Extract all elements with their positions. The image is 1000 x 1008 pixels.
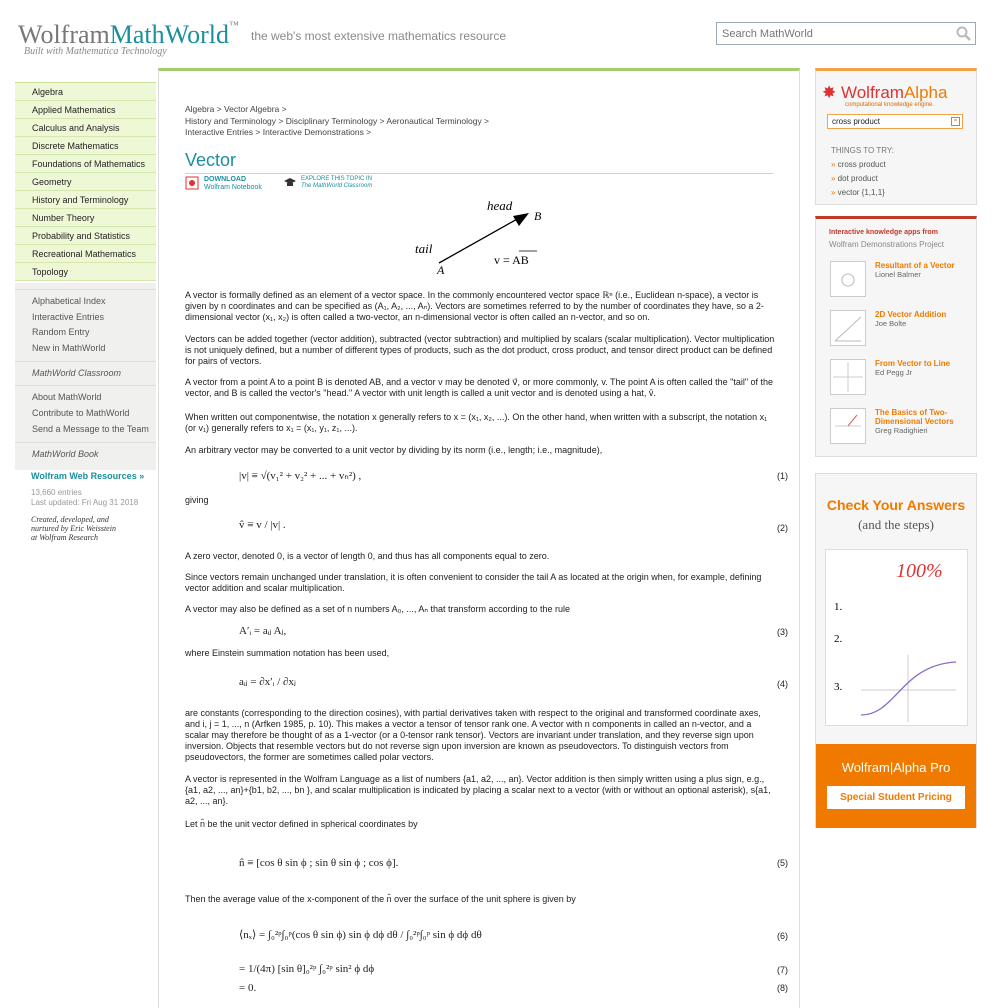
nav-divider <box>15 381 156 386</box>
topic-nav <box>15 82 156 281</box>
ad-pro-banner <box>816 744 976 828</box>
equation-6: ⟨nₓ⟩ = ∫₀²ᵖ∫₀ᵖ(cos θ sin ϕ) sin ϕ dϕ dθ / ∫₀²ᵖ∫₀ᵖ sin ϕ dϕ dθ <box>239 929 482 941</box>
ad-subheadline: (and the steps) <box>858 517 934 532</box>
nav-about-mathworld[interactable]: About MathWorld <box>32 392 102 403</box>
paragraph-unit-vector: An arbitrary vector may be converted to a unit vector by dividing by its norm (i.e., length; i.e., magnitude), <box>185 445 603 455</box>
equation-3: A′ᵢ = aᵢⱼ Aⱼ, <box>239 625 287 637</box>
demonstrations-widget: Interactive knowledge apps from Wolfram Demonstrations Project Resultant of a Vector Lionel Balmer 2D Vector Addition Joe Bolte From Vector to Line Ed Pegg Jr The Basics of Two-Dimensional Vectors Greg Radighieri <box>815 216 977 457</box>
utility-nav <box>15 283 156 470</box>
wolframalpha-tagline: computational knowledge engine. <box>845 102 935 108</box>
equation-number: (8) <box>777 983 788 993</box>
nav-applied-mathematics[interactable]: Applied Mathematics <box>15 101 156 119</box>
paragraph-transform: A vector may also be defined as a set of n numbers A₀, ..., Aₙ that transform according to the rule <box>185 604 571 614</box>
paragraph-zero-vector: A zero vector, denoted 0, is a vector of length 0, and thus has all components equal to zero. <box>185 551 550 561</box>
nav-divider <box>15 357 156 362</box>
equation-number: (6) <box>777 931 788 941</box>
equation-number: (2) <box>777 523 788 533</box>
download-notebook-button[interactable]: DOWNLOAD Wolfram Notebook <box>185 176 262 192</box>
ad-illustration <box>825 549 968 726</box>
breadcrumb <box>185 104 489 139</box>
wolframalpha-logo[interactable]: ✸ WolframAlpha <box>822 83 948 102</box>
vector-equation: v = AB <box>494 253 529 267</box>
breadcrumb-line[interactable]: Algebra > Vector Algebra > <box>185 104 287 114</box>
point-b-label: B <box>534 209 542 223</box>
try-item[interactable]: » vector {1,1,1} <box>831 188 885 197</box>
nav-calculus-and-analysis[interactable]: Calculus and Analysis <box>15 119 156 137</box>
paragraph-translation: Since vectors remain unchanged under translation, it is often convenient to consider the tail A as located at the origin when, for example, defining vector addition and scalar multiplication. <box>185 572 762 593</box>
nav-divider <box>15 285 156 290</box>
svg-text:3.: 3. <box>834 681 843 693</box>
svg-text:2.: 2. <box>834 633 843 645</box>
nav-probability-and-statistics[interactable]: Probability and Statistics <box>15 227 156 245</box>
wolframalpha-pro-ad[interactable] <box>815 473 977 828</box>
svg-text:1.: 1. <box>834 601 843 613</box>
search-icon[interactable] <box>956 26 971 41</box>
head-label: head <box>487 198 513 213</box>
breadcrumb-line[interactable]: History and Terminology > Disciplinary Terminology > Aeronautical Terminology > <box>185 115 490 126</box>
tail-label: tail <box>415 241 433 256</box>
equation-8: = 0. <box>239 982 257 994</box>
equation-5: n̂ ≡ [cos θ sin ϕ ; sin θ sin ϕ ; cos ϕ]. <box>239 857 399 869</box>
equation-number: (7) <box>777 965 788 975</box>
demo-thumbnail[interactable] <box>830 359 866 395</box>
paragraph-definition: A vector is formally defined as an element of a vector space. In the commonly encountered vector space ℝⁿ (i.e., Euclidean n-space), a vector is given by n coordinates and can be specified as (A₁, A₂, ..., Aₙ). Vectors are sometimes referred to by the number of coordinates they have, so a 2-dimensional vector (x₁, x₂) is often called a two-vector, an n-dimensional vector is often called an n-vector, and so on. <box>185 290 764 322</box>
page-title: Vector <box>185 150 237 170</box>
special-pricing-button[interactable]: Special Student Pricing <box>827 786 965 809</box>
main-content <box>158 68 800 1008</box>
site-tagline: the web's most extensive mathematics resource <box>251 29 507 43</box>
nav-interactive-entries[interactable]: Interactive Entries <box>32 311 105 322</box>
paragraph-wolfram-language: A vector is represented in the Wolfram Language as a list of numbers {a1, a2, ..., an}. Vector addition is then simply written using a plus sign, e.g., {a1, a2, ..., an}+{b1, b2, ..., bn }, and scalar multiplication is indicated by placing a scalar next to a vector (with or without an optional asterisk), s{a1, a2, ..., an}. <box>185 774 771 806</box>
entry-count: 13,660 entries <box>31 488 82 497</box>
graph-icon <box>826 550 967 725</box>
wolfram-web-resources-link[interactable]: Wolfram Web Resources » <box>31 471 145 481</box>
site-stats <box>31 488 138 508</box>
nav-history-and-terminology[interactable]: History and Terminology <box>15 191 156 209</box>
breadcrumb-line[interactable]: Interactive Entries > Interactive Demonstrations > <box>185 127 372 137</box>
mathworld-logo[interactable]: WolframMathWorld™ <box>18 20 239 49</box>
nav-new-in-mathworld[interactable]: New in MathWorld <box>32 343 106 354</box>
nav-geometry[interactable]: Geometry <box>15 173 156 191</box>
nav-discrete-mathematics[interactable]: Discrete Mathematics <box>15 137 156 155</box>
equation-number: (3) <box>777 627 788 637</box>
graduation-cap-icon <box>283 176 297 190</box>
paragraph-tensor: are constants (corresponding to the direction cosines), with partial derivatives taken with respect to the original and transformed coordinate axes, and i, j = 1, ..., n (Arfken 1985, p. 10). This makes a vector a tensor of tensor rank one. A vector with n components in called an n-vector, and a scalar may therefore be thought of as a 1-vector (or a 0-tensor rank tensor). Vectors are invariant under translation, and they reverse sign upon inversion. Objects that resemble vectors but do not reverse sign upon inversion are known as pseudovectors. To distinguish vectors from pseudovectors, the former are sometimes called polar vectors. <box>185 708 761 762</box>
last-updated: Last updated: Fri Aug 31 2018 <box>31 498 139 507</box>
credits: Created, developed, and nurtured by Eric Weisstein at Wolfram Research <box>31 515 116 542</box>
arrow-head-icon <box>513 213 529 226</box>
nav-topology[interactable]: Topology <box>15 263 156 281</box>
try-item[interactable]: » cross product <box>831 160 886 169</box>
paragraph-notation: A vector from a point A to a point B is denoted AB, and a vector v may be denoted v⃗, or more commonly, v. The point A is often called the "tail" of the vector, and B is called the vector's "head." A vector with unit length is called a unit vector and is denoted using a hat, v̂. <box>185 377 774 398</box>
right-sidebar <box>815 68 977 803</box>
nav-recreational-mathematics[interactable]: Recreational Mathematics <box>15 245 156 263</box>
paragraph-components: When written out componentwise, the notation x generally refers to x = (x₁, x₂, ...). On the other hand, when written with a subscript, the notation x₁ (or v₁) generally refers to x₁ = (x₁, y₁, z₁, ...). <box>185 412 768 433</box>
wolfram-star-icon: ✸ <box>822 83 837 102</box>
demos-subheading: Wolfram Demonstrations Project <box>829 240 944 249</box>
wolframalpha-query-input[interactable]: cross product = <box>827 114 963 129</box>
ad-headline: Check Your Answers <box>826 497 966 513</box>
demos-heading: Interactive knowledge apps from <box>829 229 938 236</box>
demo-thumbnail[interactable] <box>830 310 866 346</box>
equation-2: v̂ ≡ v / |v| . <box>239 519 286 531</box>
wolframalpha-widget <box>815 68 977 205</box>
ad-percent: 100% <box>896 560 943 582</box>
notebook-icon <box>185 176 199 190</box>
paragraph-operations: Vectors can be added together (vector addition), subtracted (vector subtraction) and multiplied by scalars (scalar multiplication). Vector multiplication is not uniquely defined, but a number of different types of products, such as the dot product, cross product, and tensor direct product can be defined for pairs of vectors. <box>185 334 775 366</box>
equation-7: = 1/(4π) [sin θ]₀²ᵖ ∫₀²ᵖ sin² ϕ dϕ <box>239 963 375 975</box>
nav-send-message[interactable]: Send a Message to the Team <box>32 423 149 434</box>
paragraph-einstein: where Einstein summation notation has been used, <box>185 648 390 658</box>
things-to-try-heading: THINGS TO TRY: <box>831 146 894 155</box>
paragraph-spherical: Let n̂ be the unit vector defined in spherical coordinates by <box>185 819 418 829</box>
equation-4: aᵢⱼ = ∂x′ᵢ / ∂xⱼ <box>239 676 296 688</box>
nav-divider <box>15 438 156 443</box>
equation-1: |v| ≡ √(v₁² + v₂² + ... + vₙ²) , <box>239 470 362 482</box>
nav-alphabetical-index[interactable]: Alphabetical Index <box>32 296 106 306</box>
title-divider <box>185 173 773 174</box>
try-item[interactable]: » dot product <box>831 174 878 183</box>
nav-mathworld-classroom[interactable]: MathWorld Classroom <box>32 367 122 378</box>
paragraph-average: Then the average value of the x-component of the n̂ over the surface of the unit sphere is given by <box>185 894 576 904</box>
nav-algebra[interactable]: Algebra <box>15 83 156 101</box>
search-input[interactable] <box>717 23 949 44</box>
equation-number: (5) <box>777 858 788 868</box>
equation-number: (1) <box>777 471 788 481</box>
equation-number: (4) <box>777 679 788 689</box>
logo-subtitle: Built with Mathematica Technology <box>24 46 167 57</box>
paragraph-giving: giving <box>185 495 209 505</box>
point-a-label: A <box>437 263 445 277</box>
vector-diagram <box>409 196 559 281</box>
explore-classroom-button[interactable]: EXPLORE THIS TOPIC IN The MathWorld Classroom <box>283 176 372 190</box>
nav-contribute[interactable]: Contribute to MathWorld <box>32 408 130 419</box>
left-navigation <box>15 82 156 470</box>
nav-mathworld-book[interactable]: MathWorld Book <box>32 448 99 459</box>
go-icon[interactable]: = <box>951 117 960 126</box>
nav-foundations-of-mathematics[interactable]: Foundations of Mathematics <box>15 155 156 173</box>
demo-thumbnail[interactable] <box>830 261 866 297</box>
site-header <box>0 0 1000 66</box>
search-box <box>716 22 976 45</box>
ad-pro-title: Wolfram|Alpha Pro <box>841 760 951 775</box>
demo-thumbnail[interactable] <box>830 408 866 444</box>
nav-random-entry[interactable]: Random Entry <box>32 327 90 338</box>
nav-number-theory[interactable]: Number Theory <box>15 209 156 227</box>
